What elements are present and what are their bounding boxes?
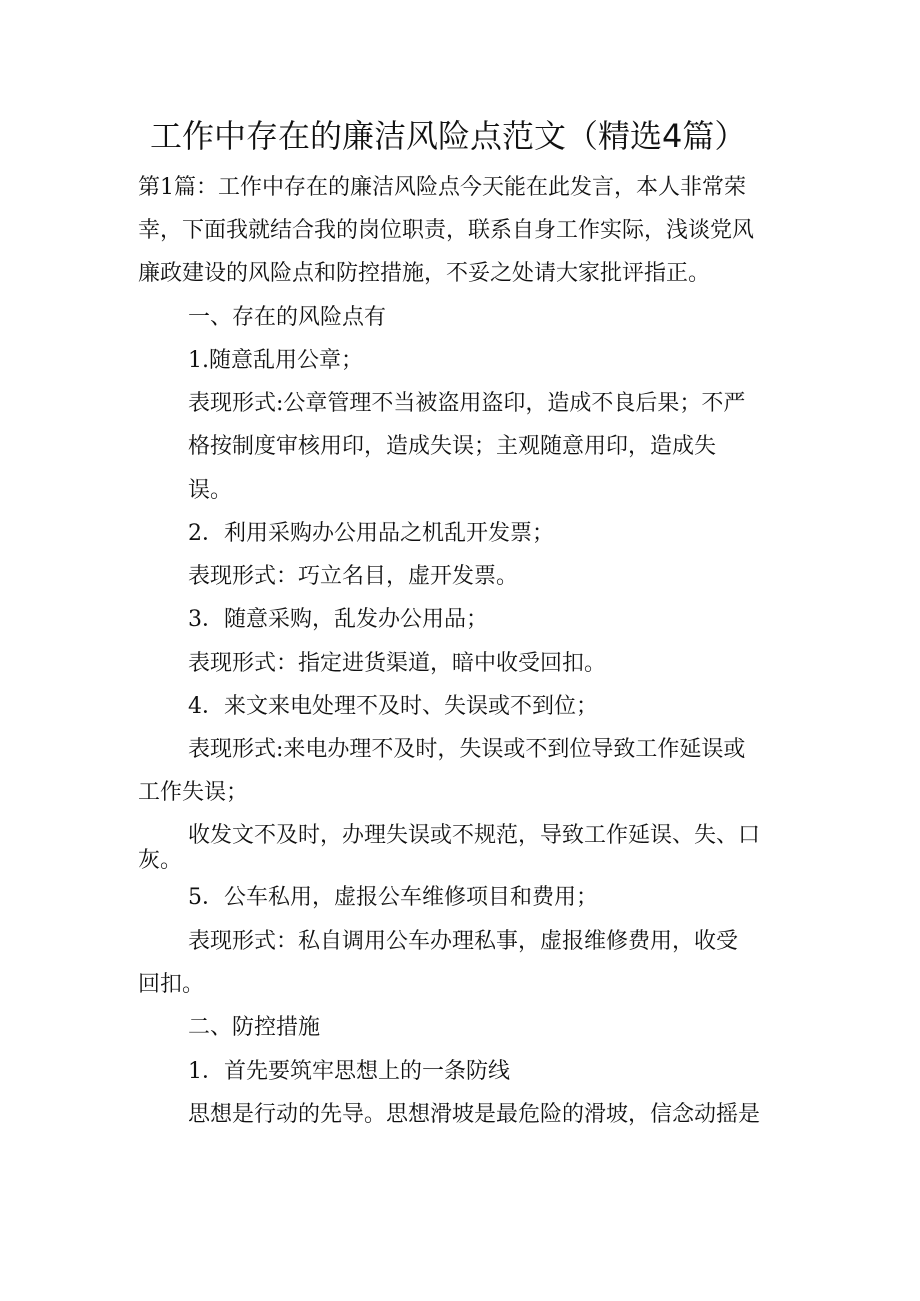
paragraph-line: 收发文不及时，办理失误或不规范，导致工作延误、失、口 bbox=[188, 823, 761, 848]
section-heading: 二、防控措施 bbox=[188, 1015, 321, 1040]
list-item: 1.随意乱用公章； bbox=[188, 348, 363, 373]
paragraph-line: 格按制度审核用印，造成失误；主观随意用印，造成失 bbox=[188, 434, 717, 459]
paragraph-line: 第1篇：工作中存在的廉洁风险点今天能在此发言，本人非常荣 bbox=[138, 175, 746, 200]
section-heading: 一、存在的风险点有 bbox=[188, 305, 387, 330]
paragraph-line: 灰。 bbox=[138, 848, 183, 873]
paragraph-line: 幸，下面我就结合我的岗位职责，联系自身工作实际，浅谈党风 bbox=[138, 218, 755, 243]
paragraph-line: 思想是行动的先导。思想滑坡是最危险的滑坡，信念动摇是 bbox=[188, 1102, 761, 1127]
document-title: 工作中存在的廉洁风险点范文（精选4篇） bbox=[150, 117, 747, 155]
paragraph-line: 表现形式：指定进货渠道，暗中收受回扣。 bbox=[188, 651, 607, 676]
list-item: 5．公车私用，虚报公车维修项目和费用； bbox=[188, 885, 598, 910]
list-item: 1．首先要筑牢思想上的一条防线 bbox=[188, 1059, 510, 1084]
paragraph-line: 廉政建设的风险点和防控措施，不妥之处请大家批评指正。 bbox=[138, 261, 711, 286]
paragraph-line: 工作失误； bbox=[138, 780, 249, 805]
paragraph-line: 误。 bbox=[188, 478, 233, 503]
list-item: 3．随意采购，乱发办公用品； bbox=[188, 607, 488, 632]
list-item: 4．来文来电处理不及时、失误或不到位； bbox=[188, 694, 598, 719]
paragraph-line: 表现形式:来电办理不及时，失误或不到位导致工作延误或 bbox=[188, 737, 746, 762]
paragraph-line: 表现形式:公章管理不当被盗用盗印，造成不良后果；不严 bbox=[188, 391, 746, 416]
list-item: 2．利用采购办公用品之机乱开发票； bbox=[188, 521, 554, 546]
paragraph-line: 回扣。 bbox=[138, 972, 205, 997]
paragraph-line: 表现形式：巧立名目，虚开发票。 bbox=[188, 564, 519, 589]
paragraph-line: 表现形式：私自调用公车办理私事，虚报维修费用，收受 bbox=[188, 929, 739, 954]
